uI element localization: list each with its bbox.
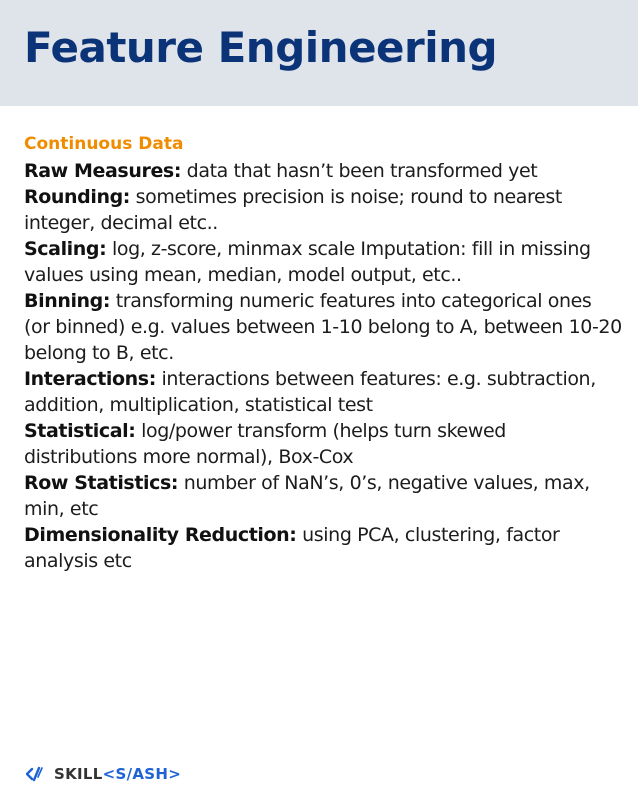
section-title: Continuous Data [24,134,184,154]
item-text: using PCA, clustering, factor analysis etc [24,524,560,572]
list-item-rounding [24,184,622,236]
item-term: Rounding: [24,186,130,208]
item-text: data that hasn’t been transformed yet [181,160,538,182]
item-text: interactions between features: e.g. subtraction, addition, multiplication, statistical test [24,368,596,416]
list-item-row-statistics [24,470,622,522]
item-text: log, z-score, minmax scale Imputation: fill in missing values using mean, median, model output, etc.. [24,238,591,286]
item-term: Raw Measures: [24,160,182,182]
item-text: transforming numeric features into categorical ones (or binned) e.g. values between 1-10 belong to A, between 10-20 belong to B, etc. [24,290,622,364]
list-item-interactions [24,366,622,418]
item-text: log/power transform (helps turn skewed distributions more normal), Box-Cox [24,420,506,468]
item-term: Interactions: [24,368,156,390]
list-item-statistical [24,418,622,470]
item-term: Scaling: [24,238,107,260]
item-text: number of NaN’s, 0’s, negative values, max, min, etc [24,472,590,520]
feature-list [24,158,622,574]
brand-part-2: <S/ASH> [102,765,182,783]
list-item-scaling [24,236,622,288]
brand-name [54,765,181,783]
item-term: Row Statistics: [24,472,179,494]
item-term: Dimensionality Reduction: [24,524,297,546]
code-slash-icon [26,766,48,782]
item-text: sometimes precision is noise; round to nearest integer, decimal etc.. [24,186,562,234]
page-title: Feature Engineering [24,23,498,72]
list-item-raw-measures [24,158,622,184]
footer-logo [26,762,181,786]
list-item-dimensionality-reduction [24,522,622,574]
header-banner [0,0,638,106]
list-item-binning [24,288,622,366]
item-term: Binning: [24,290,111,312]
content-body [24,132,622,574]
brand-part-1: SKILL [54,765,103,783]
item-term: Statistical: [24,420,136,442]
